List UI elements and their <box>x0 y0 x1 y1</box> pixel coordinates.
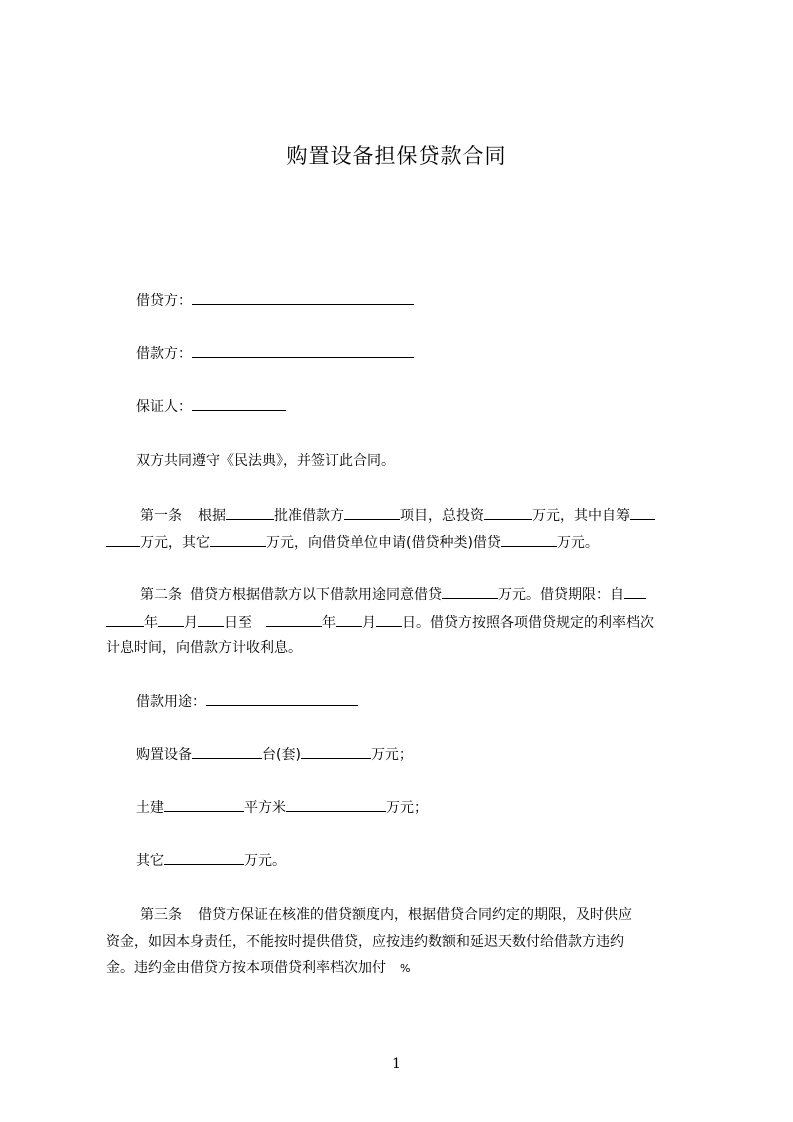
purpose-blank[interactable] <box>206 691 358 706</box>
article2-text: 借贷方根据借款方以下借款用途同意借贷 <box>190 587 442 603</box>
article1-text: 万元，向借贷单位申请(借贷种类)借贷 <box>266 535 501 551</box>
percent-sign: % <box>400 962 411 975</box>
article3-line2: 资金，如因本身责任，不能按时提供借贷，应按违约数额和延迟天数付给借款方违约 <box>106 934 624 950</box>
day-to-label: 日至 <box>224 615 252 631</box>
project-blank[interactable] <box>344 505 400 520</box>
month-label: 月 <box>184 615 198 631</box>
article2-line2 <box>106 612 654 633</box>
equipment-amount-blank[interactable] <box>301 744 371 759</box>
total-investment-blank[interactable] <box>484 505 532 520</box>
year-label: 年 <box>144 615 158 631</box>
start-day-blank[interactable] <box>198 612 224 627</box>
self-raised-blank[interactable] <box>630 505 655 520</box>
article3-line1 <box>140 905 632 925</box>
other-line <box>136 850 286 871</box>
guarantor-label: 保证人： <box>136 399 192 415</box>
article1-text: 万元，其中自筹 <box>532 508 630 524</box>
amount-label: 万元； <box>386 800 428 816</box>
amount-label: 万元； <box>370 747 413 763</box>
purpose-line <box>136 691 358 712</box>
area-blank[interactable] <box>164 797 244 812</box>
month-label: 月 <box>362 615 376 631</box>
construction-line <box>136 797 428 818</box>
end-year-blank[interactable] <box>266 612 322 627</box>
article1-text: 项目，总投资 <box>400 508 484 524</box>
loan-amount-blank[interactable] <box>442 584 498 599</box>
self-raised-blank-cont[interactable] <box>106 532 140 547</box>
start-month-blank[interactable] <box>158 612 184 627</box>
article2-text: 万元。借贷期限：自 <box>498 587 624 603</box>
article3-heading: 第三条 <box>140 907 182 923</box>
article2-line1 <box>140 584 646 605</box>
construction-amount-blank[interactable] <box>286 797 386 812</box>
borrower-blank[interactable] <box>192 343 414 358</box>
lender-line <box>136 290 414 311</box>
other-label: 其它 <box>136 853 164 869</box>
end-day-blank[interactable] <box>376 612 402 627</box>
other-funds-blank[interactable] <box>210 532 266 547</box>
article3-line3 <box>106 958 410 979</box>
construction-label: 土建 <box>136 800 164 816</box>
article1-heading: 第一条 <box>140 508 182 524</box>
approver-blank[interactable] <box>226 505 274 520</box>
purpose-label: 借款用途： <box>136 694 206 710</box>
article1-text: 批准借款方 <box>274 508 344 524</box>
lender-label: 借贷方： <box>136 293 192 309</box>
other-amount-blank[interactable] <box>164 850 244 865</box>
sets-label: 台(套) <box>262 747 301 763</box>
start-year-blank[interactable] <box>624 584 646 599</box>
intro-paragraph: 双方共同遵守《民法典》，并签订此合同。 <box>136 453 395 469</box>
equipment-label: 购置设备 <box>136 747 192 763</box>
article1-text: 根据 <box>198 508 226 524</box>
borrower-label: 借款方： <box>136 346 192 362</box>
article1-text: 万元。 <box>556 535 599 551</box>
article1-line1 <box>140 505 655 526</box>
borrower-line <box>136 343 414 364</box>
article3-text: 借贷方保证在核准的借贷额度内，根据借贷合同约定的期限，及时供应 <box>198 907 632 923</box>
document-title: 购置设备担保贷款合同 <box>286 144 507 168</box>
page-number: 1 <box>392 1056 401 1072</box>
guarantor-blank[interactable] <box>192 396 286 411</box>
article1-text: 万元，其它 <box>140 535 210 551</box>
article3-text: 金。违约金由借贷方按本项借贷利率档次加付 <box>106 960 386 976</box>
guarantor-line <box>136 396 286 417</box>
amount-label: 万元。 <box>244 853 286 869</box>
article1-line2 <box>106 532 599 553</box>
area-unit-label: 平方米 <box>244 800 286 816</box>
year-label: 年 <box>322 615 336 631</box>
article2-line3: 计息时间，向借款方计收利息。 <box>106 640 302 656</box>
equipment-line <box>136 744 413 765</box>
equipment-sets-blank[interactable] <box>192 744 262 759</box>
start-year-blank-cont[interactable] <box>106 612 144 627</box>
loan-request-blank[interactable] <box>501 532 557 547</box>
article2-heading: 第二条 <box>140 587 182 603</box>
end-month-blank[interactable] <box>336 612 362 627</box>
article2-text: 日。借贷方按照各项借贷规定的利率档次 <box>402 615 654 631</box>
lender-blank[interactable] <box>192 290 414 305</box>
